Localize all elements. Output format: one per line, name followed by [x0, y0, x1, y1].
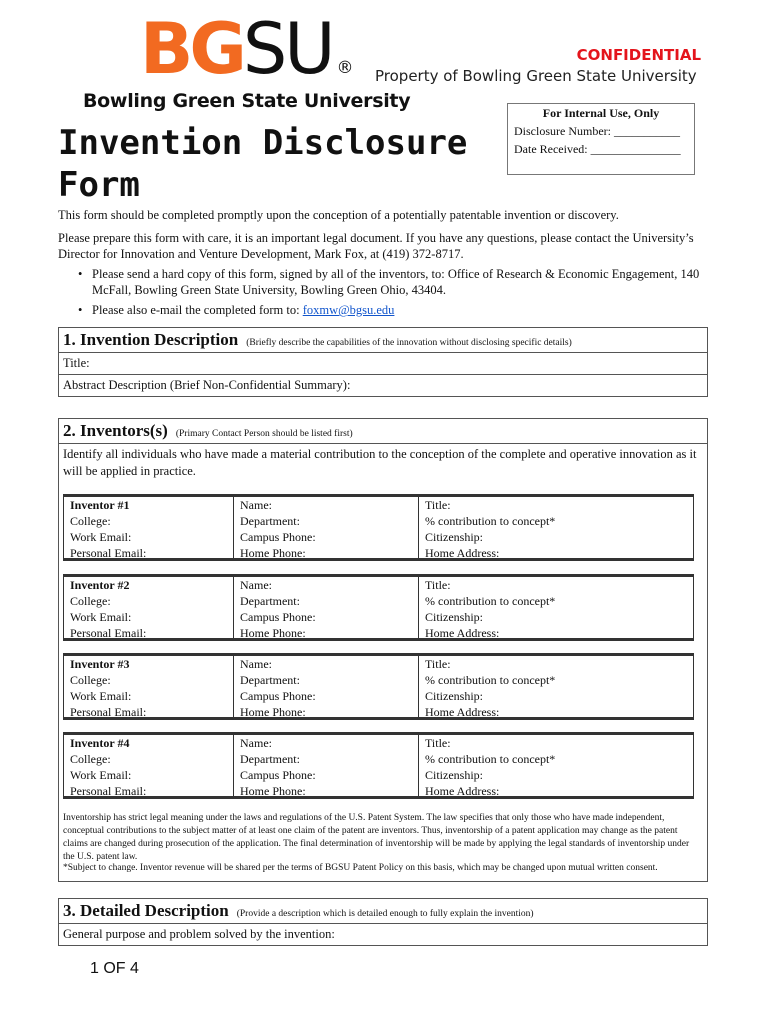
inventor-4-college[interactable]: College: — [70, 752, 111, 766]
inventor-2-col2 — [234, 577, 419, 638]
inventor-3-contribution[interactable]: % contribution to concept* — [425, 673, 556, 687]
inventor-1-label: Inventor #1 — [70, 498, 130, 512]
inventor-3-block[interactable] — [63, 653, 694, 720]
logo-su-letters: SU — [242, 8, 333, 90]
inventor-4-home-phone[interactable]: Home Phone: — [240, 784, 306, 798]
inventor-2-citizenship[interactable]: Citizenship: — [425, 610, 483, 624]
intro-bullet-mail: • Please send a hard copy of this form, signed by all of the inventors, to: Office of Research & Economic Engagement, 140 McFall, Bowling Green State University, Bowling Green Ohio, 43404. — [78, 266, 722, 298]
inventor-1-personal-email[interactable]: Personal Email: — [70, 546, 147, 560]
inventor-3-home-phone[interactable]: Home Phone: — [240, 705, 306, 719]
inventor-1-department[interactable]: Department: — [240, 514, 300, 528]
internal-use-box — [507, 103, 695, 175]
section-2-header — [59, 419, 707, 444]
inventor-4-department[interactable]: Department: — [240, 752, 300, 766]
inventor-3-home-address[interactable]: Home Address: — [425, 705, 500, 719]
inventor-2-title[interactable]: Title: — [425, 578, 451, 592]
university-name: Bowling Green State University — [83, 90, 411, 112]
section-1-header — [59, 328, 707, 353]
inventor-3-work-email[interactable]: Work Email: — [70, 689, 132, 703]
inventor-3-name[interactable]: Name: — [240, 657, 272, 671]
inventor-2-work-email[interactable]: Work Email: — [70, 610, 132, 624]
title-field[interactable]: Title: — [59, 353, 707, 375]
inventor-4-label: Inventor #4 — [70, 736, 130, 750]
section-3-subheading: (Provide a description which is detailed enough to fully explain the invention) — [236, 909, 534, 919]
inventor-4-col1 — [64, 735, 234, 796]
inventors-instructions: Identify all individuals who have made a material contribution to the conception of the complete and operative innovation as it will be applied in practice. — [63, 447, 697, 478]
section-detailed-description — [58, 898, 708, 946]
inventor-3-col2 — [234, 656, 419, 717]
abstract-field[interactable]: Abstract Description (Brief Non-Confidential Summary): — [63, 378, 351, 392]
inventor-2-home-phone[interactable]: Home Phone: — [240, 626, 306, 640]
inventor-2-personal-email[interactable]: Personal Email: — [70, 626, 147, 640]
section-3-heading: 3. Detailed Description — [63, 901, 229, 920]
inventor-1-block[interactable] — [63, 494, 694, 561]
bgsu-logo — [140, 8, 354, 90]
inventor-4-home-address[interactable]: Home Address: — [425, 784, 500, 798]
internal-use-heading: For Internal Use, Only — [542, 106, 660, 120]
page-number: 1 OF 4 — [90, 960, 139, 977]
inventor-3-col3 — [419, 656, 693, 717]
confidential-label: CONFIDENTIAL — [576, 46, 701, 64]
inventor-2-col1 — [64, 577, 234, 638]
inventorship-note: Inventorship has strict legal meaning under the laws and regulations of the U.S. Patent System. The law specifies that only those who have made independent, conceptual contributions to the subject matter of at least one claim of the patent are inventors. Thus, inventorship of a patent application may change as the patent claims are changed during prosecution of the application. The final determination of inventorship will be made by applying the legal standards of inventorship under the U.S. patent law. — [63, 813, 690, 862]
inventor-2-department[interactable]: Department: — [240, 594, 300, 608]
inventor-1-col3 — [419, 497, 693, 558]
intro-bullet-email — [78, 302, 722, 318]
section-1-subheading: (Briefly describe the capabilities of the innovation without disclosing specific details) — [246, 338, 572, 348]
general-purpose-field[interactable]: General purpose and problem solved by the invention: — [63, 927, 335, 941]
inventor-1-title[interactable]: Title: — [425, 498, 451, 512]
section-3-header — [59, 899, 707, 924]
property-label: Property of Bowling Green State University — [375, 67, 697, 85]
inventor-3-title[interactable]: Title: — [425, 657, 451, 671]
inventor-4-col3 — [419, 735, 693, 796]
inventor-3-citizenship[interactable]: Citizenship: — [425, 689, 483, 703]
inventor-3-campus-phone[interactable]: Campus Phone: — [240, 689, 316, 703]
inventor-1-home-phone[interactable]: Home Phone: — [240, 546, 306, 560]
inventor-2-campus-phone[interactable]: Campus Phone: — [240, 610, 316, 624]
inventor-2-home-address[interactable]: Home Address: — [425, 626, 500, 640]
section-1-heading: 1. Invention Description — [63, 330, 239, 349]
inventor-3-personal-email[interactable]: Personal Email: — [70, 705, 147, 719]
inventor-2-contribution[interactable]: % contribution to concept* — [425, 594, 556, 608]
inventor-4-personal-email[interactable]: Personal Email: — [70, 784, 147, 798]
inventor-1-name[interactable]: Name: — [240, 498, 272, 512]
inventor-4-title[interactable]: Title: — [425, 736, 451, 750]
inventor-4-work-email[interactable]: Work Email: — [70, 768, 132, 782]
inventor-1-home-address[interactable]: Home Address: — [425, 546, 500, 560]
inventor-4-col2 — [234, 735, 419, 796]
inventor-2-name[interactable]: Name: — [240, 578, 272, 592]
section-invention-description — [58, 327, 708, 397]
inventor-4-campus-phone[interactable]: Campus Phone: — [240, 768, 316, 782]
inventor-2-label: Inventor #2 — [70, 578, 130, 592]
section-2-heading: 2. Inventors(s) — [63, 421, 168, 440]
inventor-3-label: Inventor #3 — [70, 657, 130, 671]
email-link[interactable]: foxmw@bgsu.edu — [302, 303, 395, 317]
inventor-1-col1 — [64, 497, 234, 558]
inventor-4-name[interactable]: Name: — [240, 736, 272, 750]
inventor-1-col2 — [234, 497, 419, 558]
disclosure-number-field[interactable]: Disclosure Number: ___________ — [514, 124, 680, 138]
email-prefix: Please also e-mail the completed form to: — [92, 303, 303, 317]
inventor-4-contribution[interactable]: % contribution to concept* — [425, 752, 556, 766]
inventor-4-citizenship[interactable]: Citizenship: — [425, 768, 483, 782]
inventor-1-citizenship[interactable]: Citizenship: — [425, 530, 483, 544]
inventor-3-college[interactable]: College: — [70, 673, 111, 687]
inventor-4-block[interactable] — [63, 732, 694, 799]
intro-paragraph-1: This form should be completed promptly upon the conception of a potentially patentable invention or discovery. — [58, 208, 619, 222]
logo-bg-letters: BG — [140, 8, 243, 90]
inventor-2-college[interactable]: College: — [70, 594, 111, 608]
revenue-note: *Subject to change. Inventor revenue will be shared per the terms of BGSU Patent Policy on this basis, which may be changed upon mutual written consent. — [63, 863, 658, 873]
inventor-1-campus-phone[interactable]: Campus Phone: — [240, 530, 316, 544]
inventor-1-college[interactable]: College: — [70, 514, 111, 528]
inventor-2-col3 — [419, 577, 693, 638]
page-title: Invention Disclosure Form — [58, 123, 468, 205]
inventor-1-work-email[interactable]: Work Email: — [70, 530, 132, 544]
inventor-2-block[interactable] — [63, 574, 694, 641]
registered-mark: ® — [336, 58, 354, 78]
inventor-1-contribution[interactable]: % contribution to concept* — [425, 514, 556, 528]
inventor-3-department[interactable]: Department: — [240, 673, 300, 687]
section-2-subheading: (Primary Contact Person should be listed first) — [175, 429, 353, 439]
intro-paragraph-2: Please prepare this form with care, it is an important legal document. If you have any questions, please contact the University’s Director for Innovation and Venture Development, Mark Fox, at (419) 372-8717. — [58, 231, 694, 261]
inventor-3-col1 — [64, 656, 234, 717]
date-received-field[interactable]: Date Received: _______________ — [514, 142, 681, 156]
